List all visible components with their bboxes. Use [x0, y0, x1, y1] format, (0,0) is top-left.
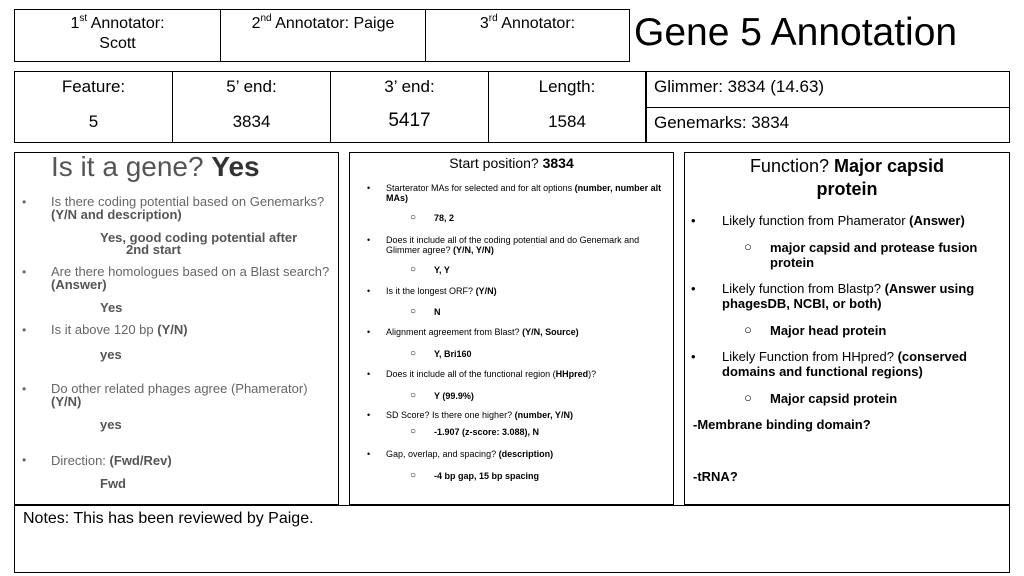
- length-text: Is it above 120 bp: [51, 322, 154, 337]
- homologues-answer: Yes: [100, 300, 123, 315]
- functional-region-text-end: )?: [588, 369, 597, 379]
- length-cell: [489, 72, 645, 142]
- annotator-2-ordinal: 2: [251, 15, 261, 32]
- five-prime-end-value: 3834: [232, 112, 271, 131]
- feature-table: [14, 71, 646, 143]
- starterator-hint: (number, number alt MAs): [386, 183, 662, 203]
- annotator-1: [15, 10, 221, 61]
- bullet-icon: •: [22, 382, 27, 396]
- direction-text: Direction:: [51, 453, 106, 468]
- functional-region-text: Does it include all of the functional region (: [386, 369, 556, 379]
- phamerator-function-answer: major capsid and protease fusion protein: [770, 240, 978, 270]
- coding-potential-question: [51, 195, 336, 221]
- coding-potential-text: Is there coding potential based on Genemarks?: [51, 194, 325, 209]
- bullet-icon: •: [367, 410, 371, 420]
- ring-icon: ○: [744, 239, 752, 254]
- longest-orf-answer: N: [434, 307, 441, 317]
- coding-potential-answer: Yes, good coding potential after: [100, 230, 298, 245]
- length-label: Length:: [538, 77, 596, 96]
- function-panel-title-answer: Major capsid: [834, 156, 945, 176]
- length-question: [51, 323, 336, 336]
- starterator-question: [386, 183, 671, 203]
- gap-spacing-hint: (description): [498, 449, 554, 459]
- functional-region-question: [386, 369, 671, 379]
- annotator-bar: [14, 9, 630, 62]
- notes-box: Notes: This has been reviewed by Paige.: [14, 505, 1010, 573]
- function-panel-title-answer-cont: protein: [816, 179, 878, 199]
- is-it-a-gene-panel: [14, 152, 339, 505]
- coding-agreement-question: [386, 235, 671, 255]
- hhpred-function-answer: Major capsid protein: [770, 391, 898, 406]
- annotator-1-suffix: st: [79, 13, 88, 24]
- hhpred-function-text: Likely Function from HHpred?: [722, 349, 894, 364]
- related-phages-answer: yes: [100, 417, 122, 432]
- blast-alignment-answer: Y, Bri160: [434, 349, 472, 359]
- bullet-icon: •: [691, 349, 696, 364]
- longest-orf-text: Is it the longest ORF?: [386, 286, 474, 296]
- bullet-icon: •: [22, 323, 27, 337]
- gap-spacing-answer: -4 bp gap, 15 bp spacing: [434, 471, 540, 481]
- related-phages-question: [51, 382, 336, 408]
- bullet-icon: •: [22, 265, 27, 279]
- longest-orf-question: [386, 286, 671, 296]
- ring-icon: ○: [744, 322, 752, 337]
- coding-potential-answer-cont: 2nd start: [126, 242, 181, 257]
- bullet-icon: •: [22, 195, 27, 209]
- hhpred-function-question: [722, 349, 1007, 379]
- length-answer: yes: [100, 347, 122, 362]
- blastp-function-answer: Major head protein: [770, 323, 887, 338]
- three-prime-end-value: 5417: [388, 110, 431, 131]
- sd-score-hint: (number, Y/N): [514, 410, 573, 420]
- five-prime-end-label: 5’ end:: [226, 77, 277, 96]
- function-panel: [684, 152, 1010, 505]
- start-panel-title-prefix: Start position?: [449, 155, 539, 171]
- feature-label: Feature:: [61, 77, 126, 96]
- gene-panel-title-prefix: Is it a gene?: [51, 151, 204, 182]
- functional-region-hint: HHpred: [555, 369, 589, 379]
- bullet-icon: •: [367, 286, 371, 296]
- glimmer-cell: Glimmer: 3834 (14.63): [646, 71, 1010, 108]
- coding-agreement-text: Does it include all of the coding potential and do Genemark and Glimmer agree?: [386, 235, 640, 255]
- length-hint: (Y/N): [157, 322, 188, 337]
- coding-agreement-hint: (Y/N, Y/N): [453, 245, 494, 255]
- start-panel-title-value: 3834: [542, 155, 574, 171]
- gap-spacing-question: [386, 449, 671, 459]
- gene-panel-title: [51, 151, 260, 183]
- phamerator-function-question: [722, 213, 1007, 228]
- related-phages-text: Do other related phages agree (Phamerator): [51, 381, 308, 396]
- bullet-icon: •: [367, 235, 371, 245]
- annotator-3: [426, 10, 629, 61]
- bullet-icon: •: [367, 327, 371, 337]
- blast-alignment-text: Alignment agreement from Blast?: [386, 327, 520, 337]
- membrane-binding-note: -Membrane binding domain?: [693, 417, 871, 432]
- gap-spacing-text: Gap, overlap, and spacing?: [386, 449, 497, 459]
- coding-potential-hint: (Y/N and description): [51, 207, 182, 222]
- ring-icon: ○: [410, 306, 417, 317]
- longest-orf-hint: (Y/N): [475, 286, 497, 296]
- homologues-text: Are there homologues based on a Blast search?: [51, 264, 330, 279]
- ring-icon: ○: [410, 264, 417, 275]
- ring-icon: ○: [744, 390, 752, 405]
- annotator-1-label: Annotator:: [90, 15, 165, 32]
- sd-score-question: [386, 410, 671, 420]
- five-prime-end-cell: [173, 72, 331, 142]
- three-prime-end-cell: [331, 72, 489, 142]
- bullet-icon: •: [367, 369, 371, 379]
- annotator-3-ordinal: 3: [479, 15, 489, 32]
- annotator-1-name: Scott: [99, 35, 136, 52]
- sd-score-answer: -1.907 (z-score: 3.088), N: [434, 427, 540, 437]
- annotator-2: [221, 10, 426, 61]
- phamerator-function-text: Likely function from Phamerator: [722, 213, 906, 228]
- hhpred-function-hint: (conserved domains and functional regions): [722, 349, 967, 379]
- starterator-answer: 78, 2: [434, 213, 455, 223]
- sd-score-text: SD Score? Is there one higher?: [386, 410, 513, 420]
- feature-value: 5: [88, 112, 99, 131]
- direction-hint: (Fwd/Rev): [109, 453, 172, 468]
- function-panel-title: [685, 155, 1009, 201]
- ring-icon: ○: [410, 470, 417, 481]
- genemarks-cell: Genemarks: 3834: [646, 107, 1010, 143]
- gene-panel-title-answer: Yes: [211, 151, 260, 182]
- annotator-1-ordinal: 1: [70, 15, 80, 32]
- blast-alignment-question: [386, 327, 671, 337]
- starterator-text: Starterator MAs for selected and for alt options: [386, 183, 573, 193]
- blastp-function-text: Likely function from Blastp?: [722, 281, 881, 296]
- length-value: 1584: [548, 112, 586, 131]
- homologues-question: [51, 265, 336, 291]
- phamerator-function-hint: (Answer): [909, 213, 965, 228]
- annotator-3-label: Annotator:: [501, 15, 576, 32]
- page-title: Gene 5 Annotation: [634, 11, 958, 54]
- start-position-panel: [349, 152, 674, 505]
- related-phages-hint: (Y/N): [51, 394, 82, 409]
- direction-answer: Fwd: [100, 476, 126, 491]
- bullet-icon: •: [22, 453, 27, 467]
- blastp-function-question: [722, 281, 1007, 311]
- function-panel-title-prefix: Function?: [749, 156, 829, 176]
- feature-cell: [15, 72, 173, 142]
- bullet-icon: •: [691, 281, 696, 296]
- ring-icon: ○: [410, 348, 417, 359]
- start-panel-title: [350, 155, 673, 171]
- direction-question: [51, 454, 336, 467]
- bullet-icon: •: [691, 213, 696, 228]
- three-prime-end-label: 3’ end:: [384, 77, 435, 96]
- blast-alignment-hint: (Y/N, Source): [522, 327, 579, 337]
- homologues-hint: (Answer): [51, 277, 107, 292]
- ring-icon: ○: [410, 426, 417, 437]
- annotator-2-label: Annotator: Paige: [275, 15, 395, 32]
- trna-note: -tRNA?: [693, 469, 738, 484]
- ring-icon: ○: [410, 212, 417, 223]
- bullet-icon: •: [367, 183, 371, 193]
- bullet-icon: •: [367, 449, 371, 459]
- annotator-3-suffix: rd: [488, 13, 498, 24]
- ring-icon: ○: [410, 390, 417, 401]
- annotator-2-suffix: nd: [260, 13, 272, 24]
- functional-region-answer: Y (99.9%): [434, 391, 474, 401]
- blastp-function-hint: (Answer using phagesDB, NCBI, or both): [722, 281, 975, 311]
- coding-agreement-answer: Y, Y: [434, 265, 450, 275]
